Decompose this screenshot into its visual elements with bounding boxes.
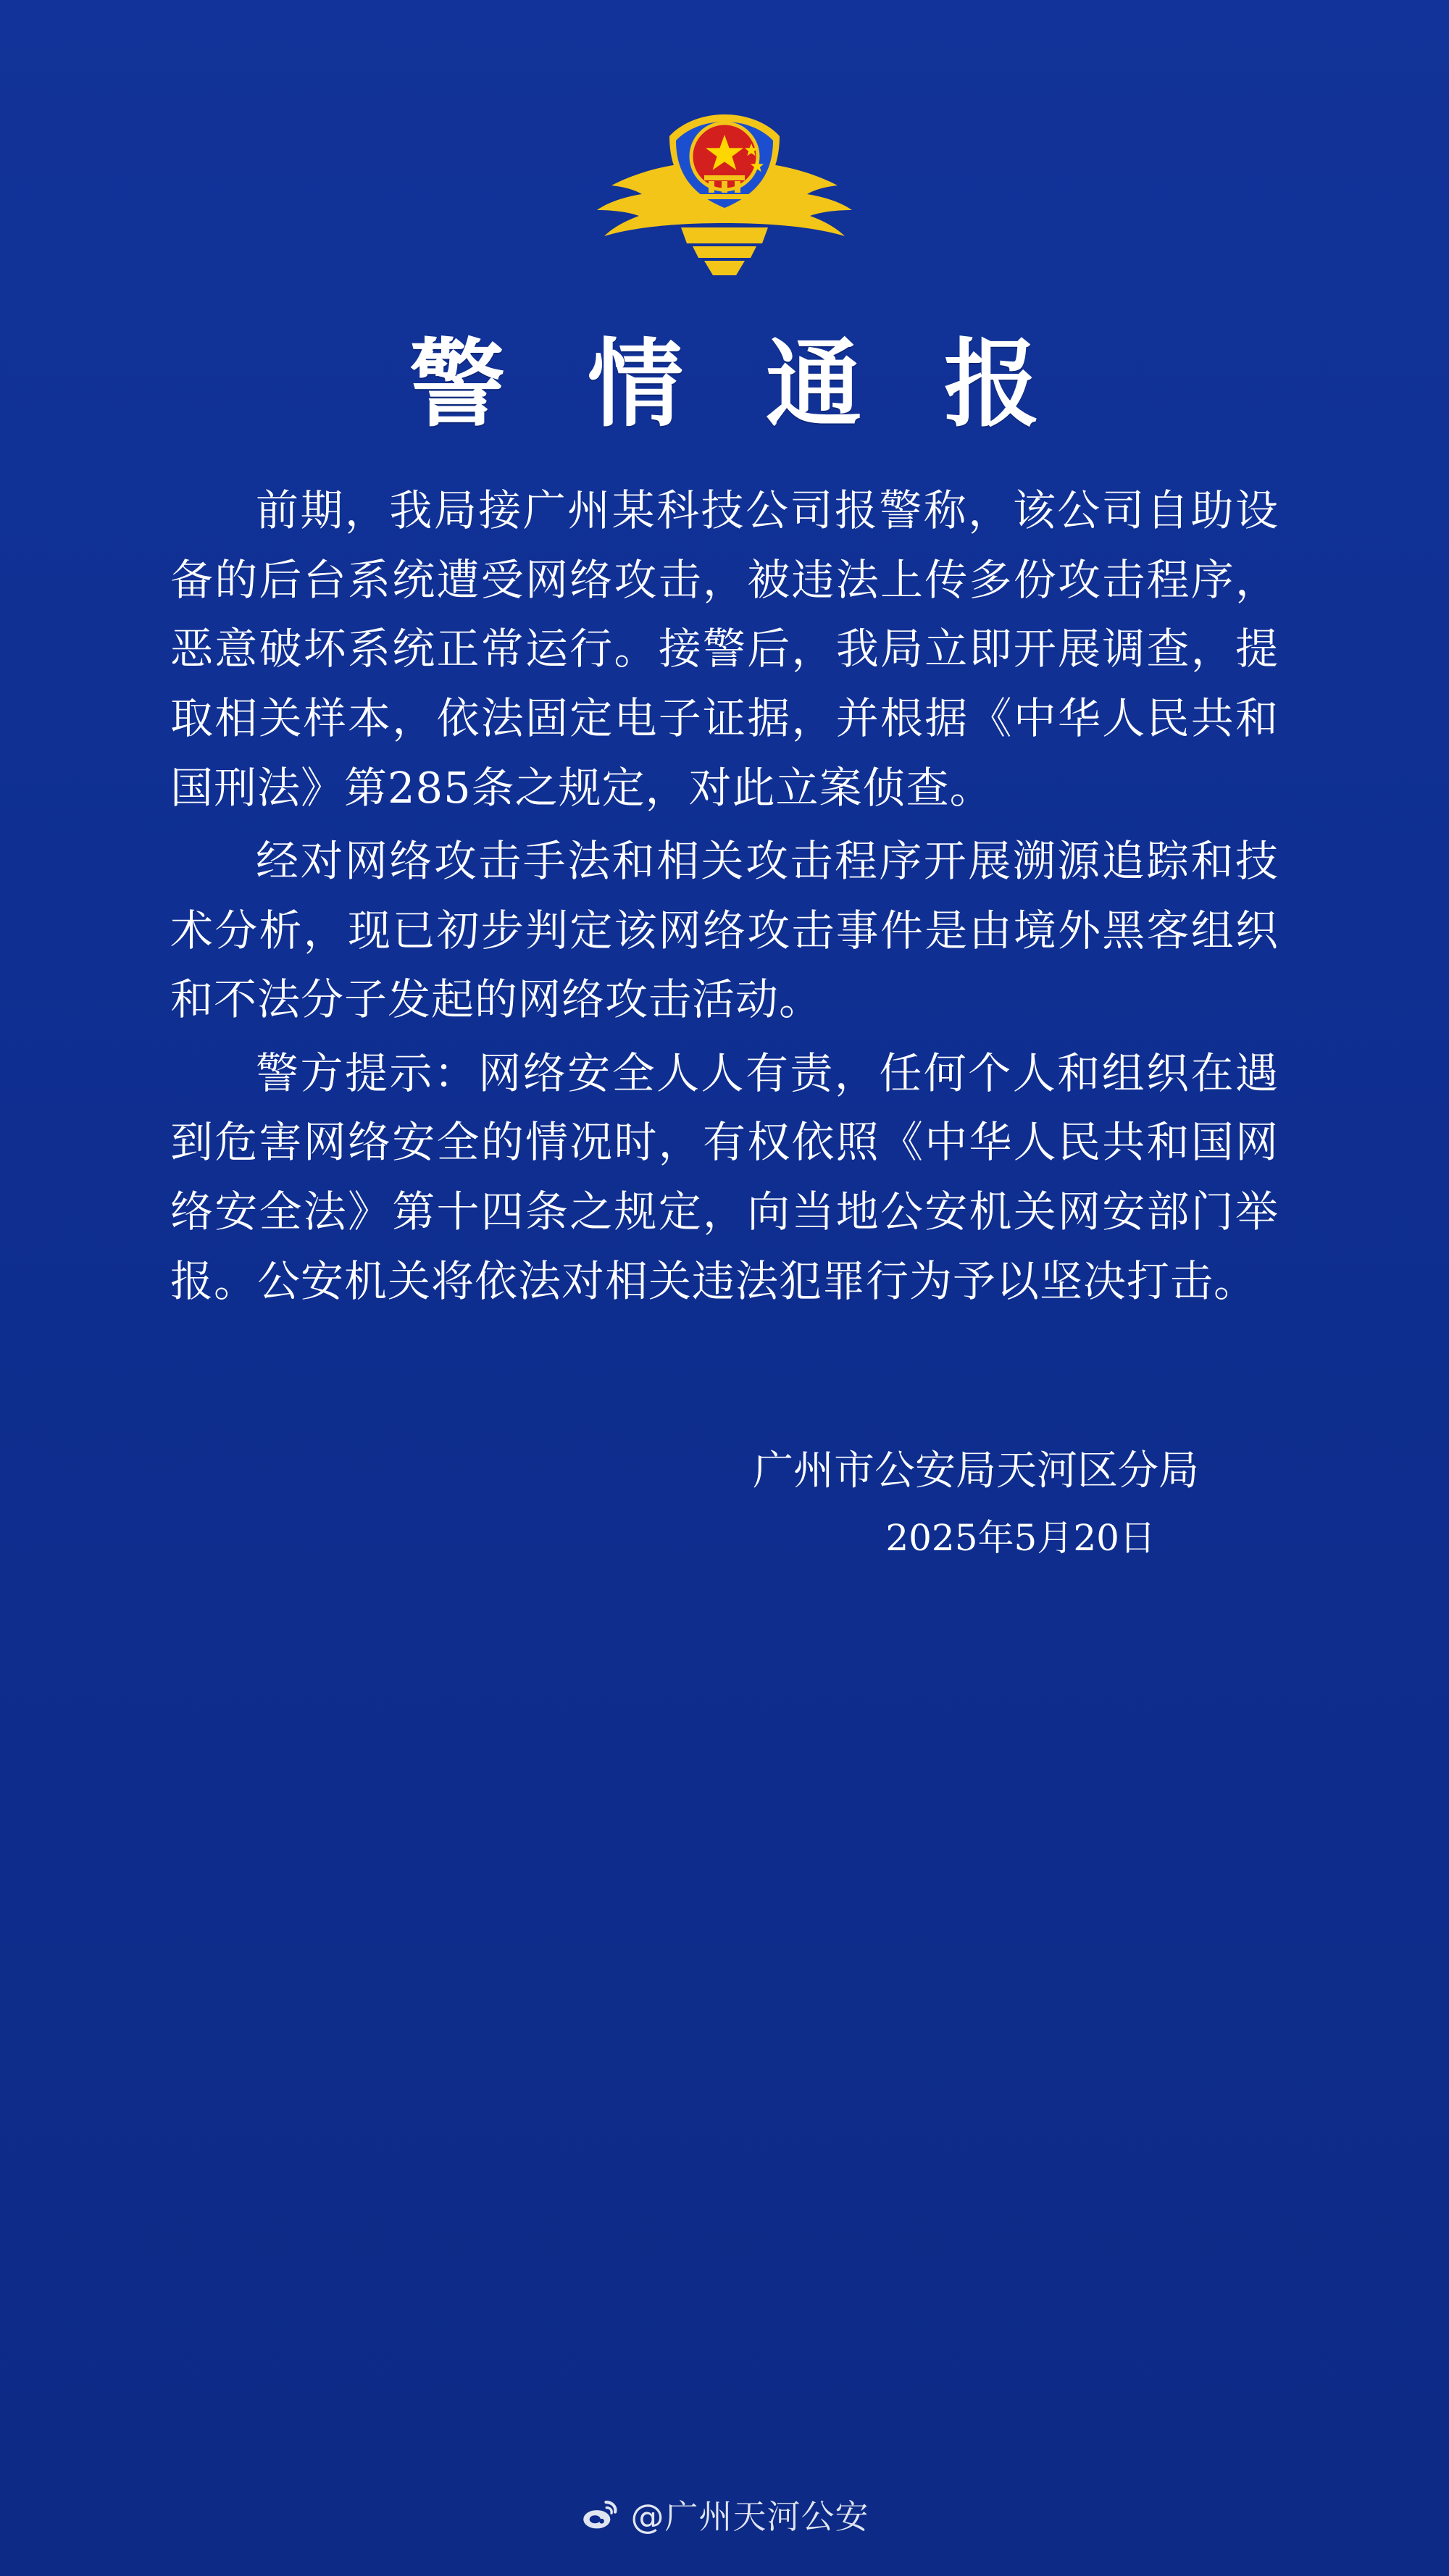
- notice-body: [170, 476, 1279, 1320]
- signature-date: 2025年5月20日: [885, 1517, 1156, 1560]
- signature: [170, 1436, 1279, 1571]
- weibo-icon: [580, 2495, 619, 2534]
- footer-watermark: [0, 2491, 1449, 2538]
- signature-organization: 广州市公安局天河区分局: [753, 1447, 1199, 1495]
- paragraph-2: 经对网络攻击手法和相关攻击程序开展溯源追踪和技术分析，现已初步判定该网络攻击事件是由境外黑客组织和不法分子发起的网络攻击活动。: [170, 836, 1279, 1025]
- police-emblem: [572, 94, 877, 311]
- page-title: 警 情 通 报: [409, 328, 1064, 440]
- paragraph-1: 前期，我局接广州某科技公司报警称，该公司自助设备的后台系统遭受网络攻击，被违法上传多份攻击程序，恶意破坏系统正常运行。接警后，我局立即开展调查，提取相关样本，依法固定电子证据，并根据《中华人民共和国刑法》第285条之规定，对此立案侦查。: [170, 485, 1279, 813]
- paragraph-3: 警方提示：网络安全人人有责，任何个人和组织在遇到危害网络安全的情况时，有权依照《中华人民共和国网络安全法》第十四条之规定，向当地公安机关网安部门举报。公安机关将依法对相关违法犯罪行为予以坚决打击。: [170, 1047, 1279, 1306]
- footer-account: @广州天河公安: [630, 2497, 869, 2536]
